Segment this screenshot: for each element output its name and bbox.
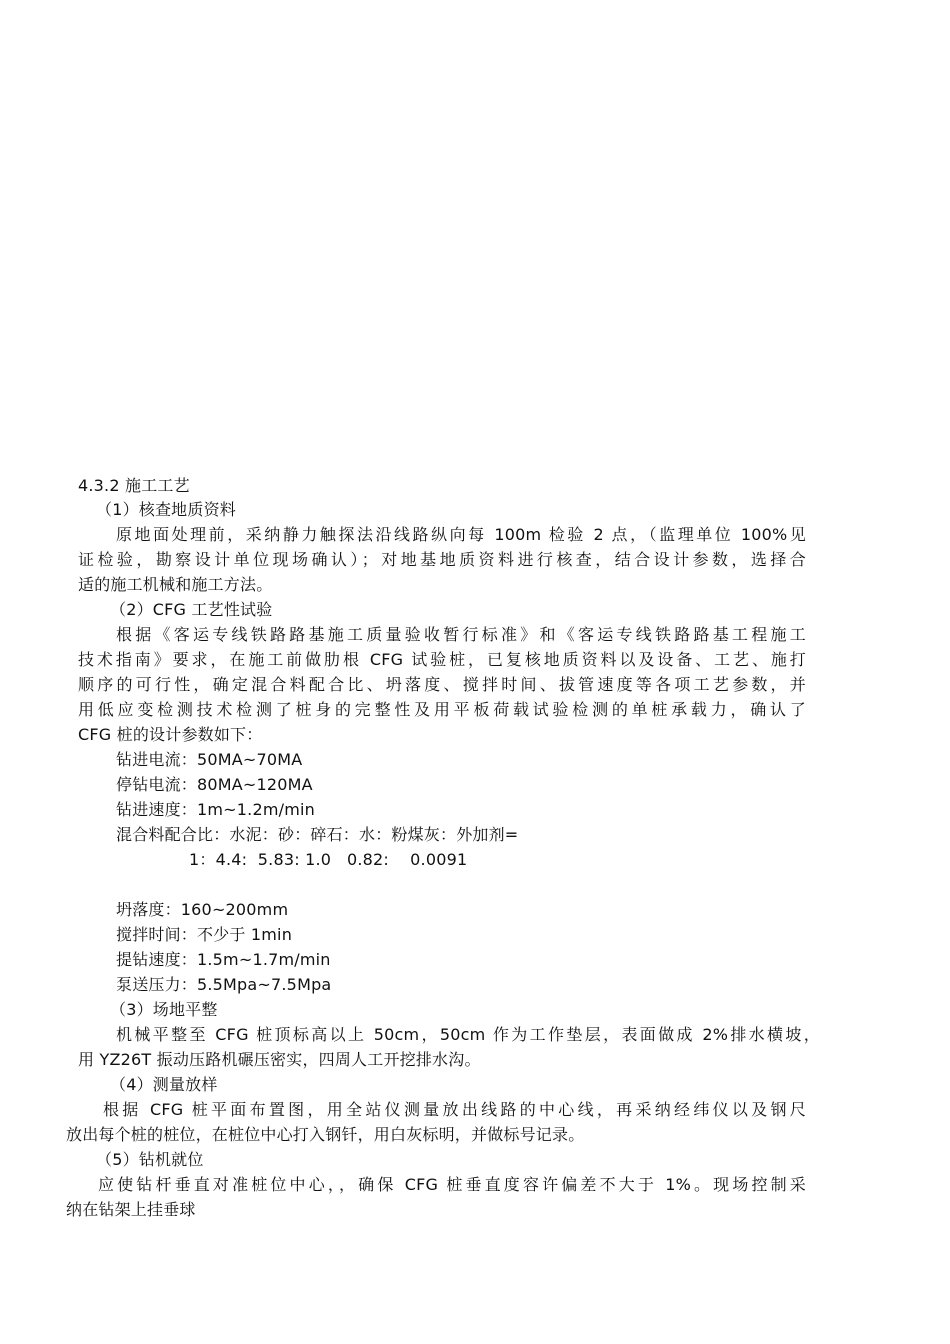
param-mix-time: 搅拌时间：不少于 1min bbox=[116, 925, 293, 944]
step-2-paragraph-line: 用低应变检测技术检测了桩身的完整性及用平板荷载试验检测的单桩承载力，确认了 bbox=[78, 700, 806, 719]
param-drill-current: 钻进电流：50MA~70MA bbox=[116, 750, 303, 769]
step-1-paragraph-line: 原地面处理前，采纳静力触探法沿线路纵向每 100m 检验 2 点，（监理单位 100%见 bbox=[116, 525, 806, 544]
step-1-paragraph-line: 适的施工机械和施工方法。 bbox=[78, 575, 273, 594]
step-2-paragraph-line: 根据《客运专线铁路路基施工质量验收暂行标准》和《客运专线铁路路基工程施工 bbox=[116, 625, 806, 644]
param-slump: 坍落度：160~200mm bbox=[116, 900, 289, 919]
step-2-paragraph-line: 技术指南》要求，在施工前做肋根 CFG 试验桩，已复核地质资料以及设备、工艺、施打 bbox=[78, 650, 806, 669]
step-4-paragraph-line: 根据 CFG 桩平面布置图，用全站仪测量放出线路的中心线，再采纳经纬仪以及钢尺 bbox=[103, 1100, 806, 1119]
step-4-title: （4）测量放样 bbox=[110, 1075, 218, 1094]
step-3-title: （3）场地平整 bbox=[110, 1000, 218, 1019]
param-pump-pressure: 泵送压力：5.5Mpa~7.5Mpa bbox=[116, 975, 332, 994]
param-stop-current: 停钻电流：80MA~120MA bbox=[116, 775, 313, 794]
param-mix-ratio-values: 1：4.4: 5.83: 1.0 0.82: 0.0091 bbox=[189, 850, 468, 869]
param-mix-ratio-label: 混合料配合比：水泥：砂：碎石：水：粉煤灰：外加剂= bbox=[116, 825, 519, 844]
section-heading: 4.3.2 施工工艺 bbox=[78, 476, 190, 495]
step-1-paragraph-line: 证检验，勘察设计单位现场确认）；对地基地质资料进行核查，结合设计参数，选择合 bbox=[78, 550, 806, 569]
param-lift-speed: 提钻速度：1.5m~1.7m/min bbox=[116, 950, 331, 969]
step-3-paragraph-line: 机械平整至 CFG 桩顶标高以上 50cm，50cm 作为工作垫层，表面做成 2%排水横坡， bbox=[116, 1025, 820, 1044]
step-1-title: （1）核查地质资料 bbox=[96, 500, 236, 519]
step-4-paragraph-line: 放出每个桩的桩位，在桩位中心打入钢钎，用白灰标明，并做标号记录。 bbox=[66, 1125, 585, 1144]
step-3-paragraph-line: 用 YZ26T 振动压路机碾压密实，四周人工开挖排水沟。 bbox=[78, 1050, 481, 1069]
param-drill-speed: 钻进速度：1m~1.2m/min bbox=[116, 800, 315, 819]
step-2-paragraph-line: 顺序的可行性，确定混合料配合比、坍落度、搅拌时间、拔管速度等各项工艺参数，并 bbox=[78, 675, 806, 694]
step-2-paragraph-line: CFG 桩的设计参数如下： bbox=[78, 725, 263, 744]
step-5-paragraph-line: 应使钻杆垂直对准桩位中心，，确保 CFG 桩垂直度容许偏差不大于 1%。现场控制采 bbox=[98, 1175, 806, 1194]
step-5-title: （5）钻机就位 bbox=[96, 1150, 204, 1169]
step-2-title: （2）CFG 工艺性试验 bbox=[110, 600, 273, 619]
step-5-paragraph-line: 纳在钻架上挂垂球 bbox=[66, 1200, 196, 1219]
